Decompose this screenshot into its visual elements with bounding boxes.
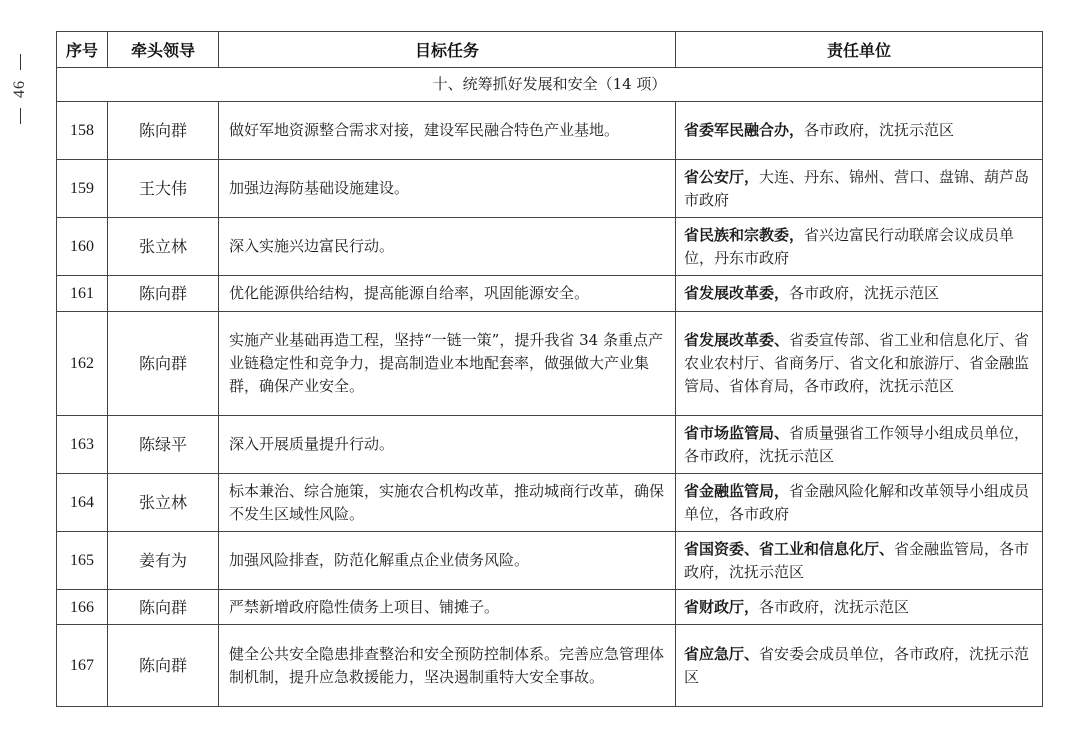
row-unit-rest: 省金融风险化解和改革领导小组成员单位，各市政府	[684, 481, 1030, 523]
row-unit	[676, 625, 1043, 707]
table-header-row	[57, 32, 1043, 68]
row-no: 161	[57, 276, 108, 312]
row-no: 167	[57, 625, 108, 707]
row-unit-rest: 省兴边富民行动联席会议成员单位，丹东市政府	[684, 225, 1015, 267]
section-row	[57, 68, 1043, 102]
page-number-text: 46	[11, 80, 28, 98]
row-leader: 陈向群	[108, 625, 219, 707]
row-task: 严禁新增政府隐性债务上项目、铺摊子。	[219, 590, 676, 625]
row-unit	[676, 590, 1043, 625]
row-leader: 张立林	[108, 218, 219, 276]
row-no: 160	[57, 218, 108, 276]
row-unit	[676, 102, 1043, 160]
row-task: 加强边海防基础设施建设。	[219, 160, 676, 218]
row-unit-rest: 省委宣传部、省工业和信息化厅、省农业农村厅、省商务厅、省文化和旅游厅、省金融监管局、省体育局，各市政府，沈抚示范区	[684, 331, 1030, 395]
row-unit-rest: 省金融监管局，各市政府，沈抚示范区	[684, 539, 1030, 581]
row-unit-rest: 省安委会成员单位，各市政府，沈抚示范区	[684, 644, 1030, 686]
row-leader: 张立林	[108, 474, 219, 532]
page-number-dash-top	[20, 54, 21, 70]
row-no: 163	[57, 416, 108, 474]
row-unit-lead: 省国资委、省工业和信息化厅、	[684, 539, 895, 558]
row-unit	[676, 416, 1043, 474]
row-unit-rest: 各市政府，沈抚示范区	[804, 121, 955, 139]
row-unit-rest: 大连、丹东、锦州、营口、盘锦、葫芦岛市政府	[684, 167, 1030, 209]
row-leader: 陈向群	[108, 312, 219, 416]
row-unit-lead: 省市场监管局、	[684, 423, 790, 442]
task-table	[56, 31, 1043, 707]
row-task: 深入开展质量提升行动。	[219, 416, 676, 474]
header-unit: 责任单位	[676, 32, 1043, 68]
row-unit-lead: 省公安厅，	[684, 167, 760, 186]
row-unit-rest: 各市政府，沈抚示范区	[789, 284, 940, 302]
header-leader: 牵头领导	[108, 32, 219, 68]
row-unit-rest: 省质量强省工作领导小组成员单位，各市政府，沈抚示范区	[684, 423, 1030, 465]
row-unit-lead: 省金融监管局，	[684, 481, 790, 500]
row-no: 166	[57, 590, 108, 625]
row-task: 深入实施兴边富民行动。	[219, 218, 676, 276]
row-unit	[676, 276, 1043, 312]
table-row	[57, 590, 1043, 625]
row-leader: 姜有为	[108, 532, 219, 590]
table-row	[57, 276, 1043, 312]
row-unit-lead: 省财政厅，	[684, 597, 760, 616]
table-row	[57, 625, 1043, 707]
row-task: 加强风险排查，防范化解重点企业债务风险。	[219, 532, 676, 590]
row-unit-lead: 省民族和宗教委，	[684, 225, 805, 244]
row-task: 标本兼治、综合施策，实施农合机构改革，推动城商行改革，确保不发生区域性风险。	[219, 474, 676, 532]
row-task: 做好军地资源整合需求对接，建设军民融合特色产业基地。	[219, 102, 676, 160]
row-unit-lead: 省发展改革委、	[684, 331, 790, 349]
page-number	[8, 52, 32, 162]
header-task: 目标任务	[219, 32, 676, 68]
section-title: 十、统筹抓好发展和安全（14 项）	[57, 68, 1043, 102]
row-unit-lead: 省应急厅、	[684, 644, 760, 663]
table-row	[57, 416, 1043, 474]
row-task: 实施产业基础再造工程，坚持“一链一策”，提升我省 34 条重点产业链稳定性和竞争力，提高制造业本地配套率，做强做大产业集群，确保产业安全。	[219, 312, 676, 416]
page-number-dash-bottom	[20, 108, 21, 124]
row-leader: 王大伟	[108, 160, 219, 218]
row-task: 健全公共安全隐患排查整治和安全预防控制体系。完善应急管理体制机制，提升应急救援能力，坚决遏制重特大安全事故。	[219, 625, 676, 707]
table-row	[57, 218, 1043, 276]
row-unit-rest: 各市政府，沈抚示范区	[759, 597, 910, 616]
table-row	[57, 160, 1043, 218]
row-leader: 陈向群	[108, 590, 219, 625]
row-unit	[676, 312, 1043, 416]
table-row	[57, 474, 1043, 532]
table-row	[57, 532, 1043, 590]
row-unit-lead: 省委军民融合办，	[684, 121, 805, 139]
row-no: 165	[57, 532, 108, 590]
row-no: 164	[57, 474, 108, 532]
row-unit	[676, 160, 1043, 218]
table-row	[57, 312, 1043, 416]
table-row	[57, 102, 1043, 160]
row-leader: 陈向群	[108, 102, 219, 160]
row-no: 159	[57, 160, 108, 218]
row-unit	[676, 532, 1043, 590]
row-task: 优化能源供给结构，提高能源自给率，巩固能源安全。	[219, 276, 676, 312]
header-no: 序号	[57, 32, 108, 68]
row-unit	[676, 474, 1043, 532]
row-leader: 陈向群	[108, 276, 219, 312]
row-no: 158	[57, 102, 108, 160]
row-no: 162	[57, 312, 108, 416]
row-leader: 陈绿平	[108, 416, 219, 474]
row-unit	[676, 218, 1043, 276]
row-unit-lead: 省发展改革委，	[684, 284, 790, 302]
